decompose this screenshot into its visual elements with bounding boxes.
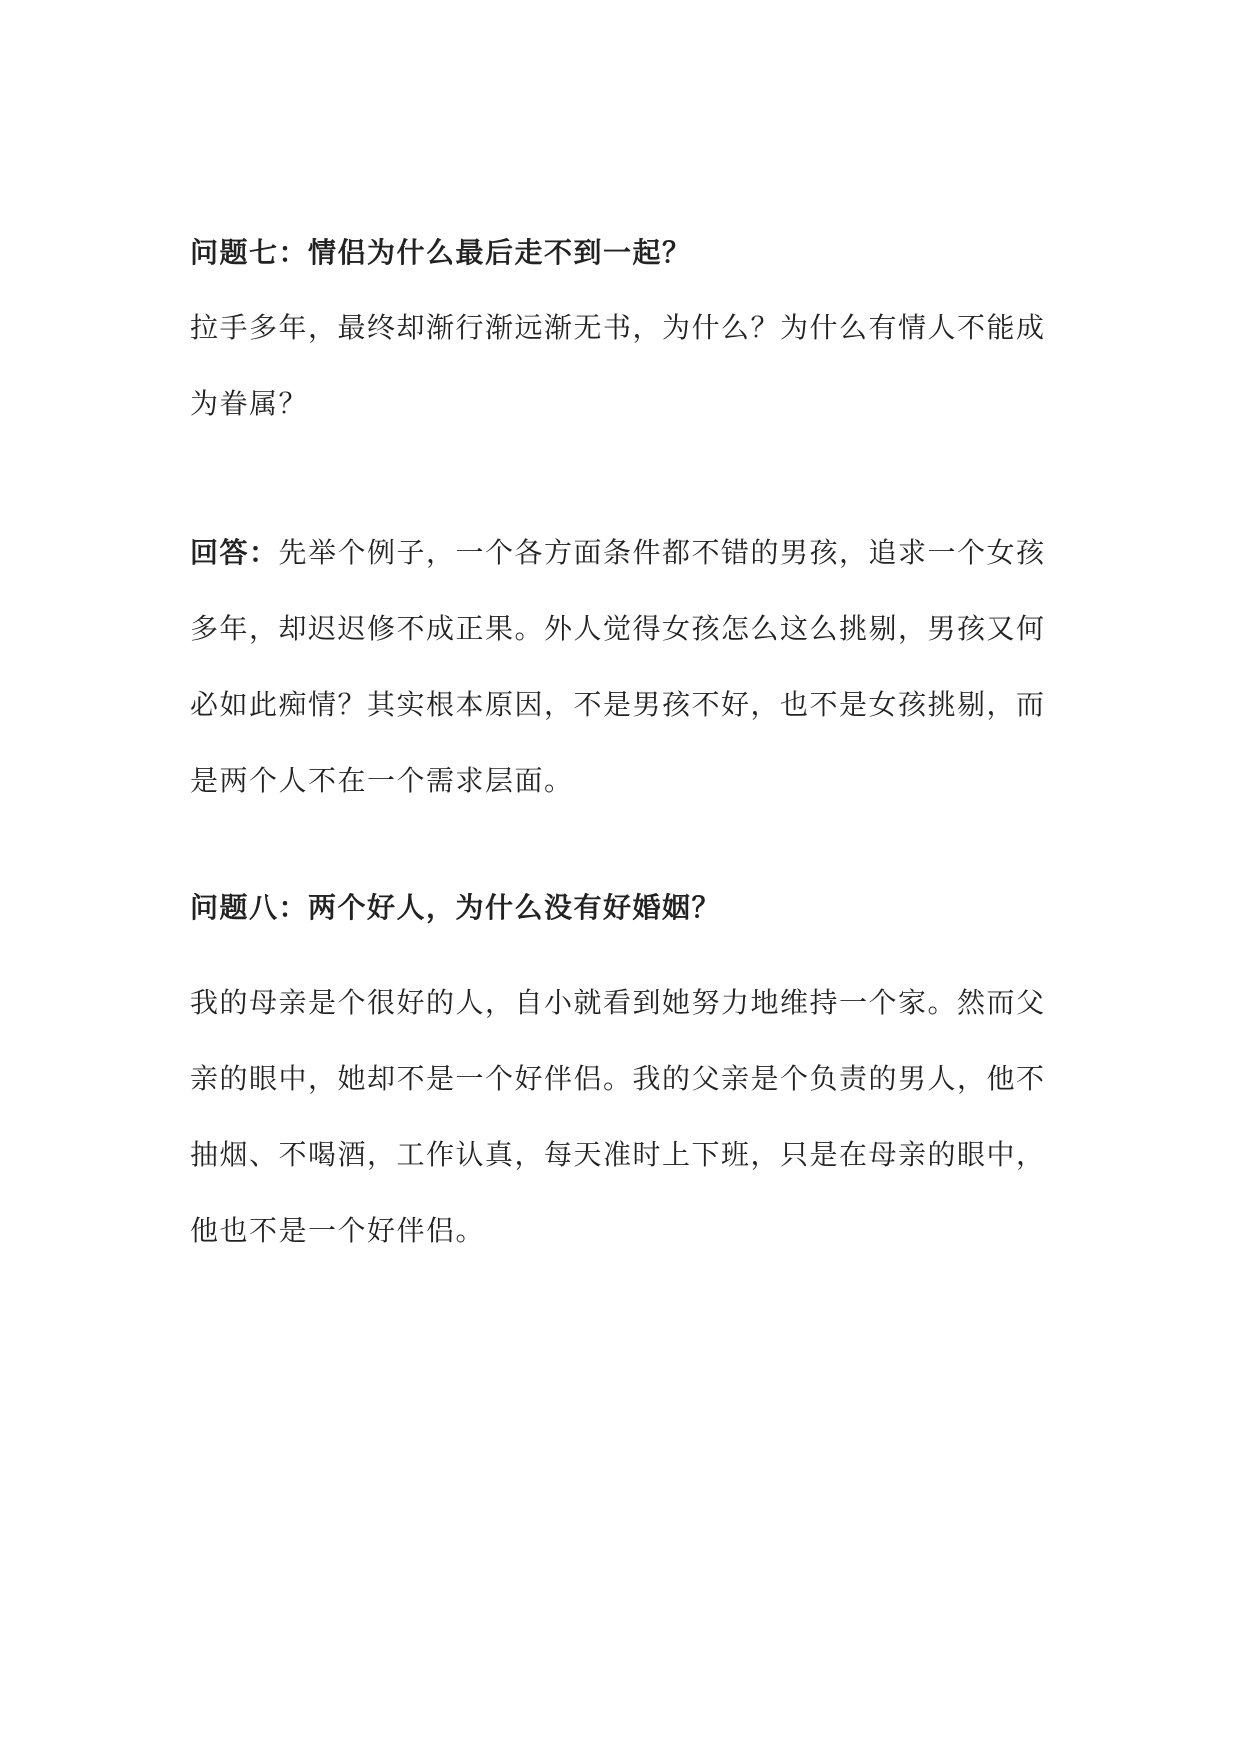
section-7-answer-line-3: 必如此痴情？其实根本原因，不是男孩不好，也不是女孩挑剔，而 [190, 688, 1046, 721]
section-7-answer-line-1-text: 先举个例子，一个各方面条件都不错的男孩，追求一个女孩 [278, 536, 1046, 569]
section-7-answer [190, 515, 1046, 819]
section-7-question-line-1: 拉手多年，最终却渐行渐远渐无书，为什么？为什么有情人不能成 [190, 311, 1046, 344]
section-8-heading: 问题八：两个好人，为什么没有好婚姻？ [190, 891, 722, 924]
answer-label: 回答： [190, 536, 279, 569]
section-7-answer-line-2: 多年，却迟迟修不成正果。外人觉得女孩怎么这么挑剔，男孩又何 [190, 612, 1046, 645]
section-8-body-line-1: 我的母亲是个很好的人，自小就看到她努力地维持一个家。然而父 [190, 986, 1046, 1019]
section-7-answer-line-1 [190, 515, 1046, 591]
section-8-body-line-3: 抽烟、不喝酒，工作认真，每天准时上下班，只是在母亲的眼中， [190, 1138, 1046, 1171]
section-7-heading: 问题七：情侣为什么最后走不到一起？ [190, 236, 692, 269]
section-8-body-line-2: 亲的眼中，她却不是一个好伴侣。我的父亲是个负责的男人，他不 [190, 1062, 1046, 1095]
section-7-question [190, 290, 1046, 442]
section-8-body-line-4: 他也不是一个好伴侣。 [190, 1214, 486, 1247]
section-7-answer-line-4: 是两个人不在一个需求层面。 [190, 764, 574, 797]
section-8-body [190, 965, 1046, 1269]
section-7-question-line-2: 为眷属？ [190, 387, 309, 420]
